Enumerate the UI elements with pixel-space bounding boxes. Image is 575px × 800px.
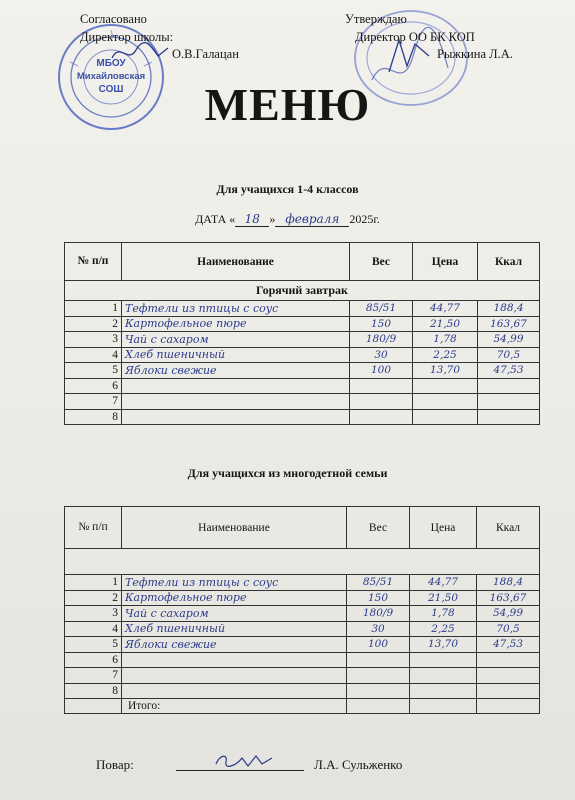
dish-name: Яблоки свежие: [122, 363, 350, 379]
row-number: 4: [65, 347, 122, 363]
row-number: 7: [65, 668, 122, 684]
table1-header-kcal: Ккал: [478, 243, 540, 281]
dish-name: [122, 668, 347, 684]
dish-weight: 150: [350, 316, 413, 332]
dish-weight: 85/51: [350, 301, 413, 317]
dish-kcal: 70,5: [477, 621, 540, 637]
cook-signature: [176, 752, 304, 770]
dish-name: [122, 409, 350, 425]
dish-price: [413, 378, 478, 394]
table2-total-label: Итого:: [122, 699, 347, 714]
dish-name: Картофельное пюре: [122, 316, 350, 332]
dish-price: 1,78: [413, 332, 478, 348]
dish-weight: 180/9: [350, 332, 413, 348]
dish-name: Яблоки свежие: [122, 637, 347, 653]
dish-kcal: 47,53: [477, 637, 540, 653]
dish-name: Тефтели из птицы с соус: [122, 301, 350, 317]
table1-row: [65, 394, 540, 410]
dish-kcal: [477, 652, 540, 668]
table2-spacer-row: [65, 549, 540, 575]
dish-price: [413, 394, 478, 410]
table1-row: [65, 301, 540, 317]
dish-price: 13,70: [413, 363, 478, 379]
row-number: 2: [65, 316, 122, 332]
table1-row: [65, 316, 540, 332]
date-month: февраля: [275, 212, 349, 227]
dish-kcal: 163,67: [477, 590, 540, 606]
dish-weight: 30: [347, 621, 410, 637]
date-prefix: ДАТА «: [195, 212, 236, 226]
dish-name: Чай с сахаром: [122, 606, 347, 622]
dish-name: [122, 683, 347, 699]
table1-row: [65, 409, 540, 425]
table2-total-row: [65, 699, 540, 714]
dish-weight: [347, 683, 410, 699]
dish-kcal: 188,4: [477, 575, 540, 591]
stamp-line-3: СОШ: [98, 84, 124, 95]
cook-name: Л.А. Сульженко: [314, 757, 403, 772]
approval-right-label: Утверждаю: [345, 12, 407, 26]
row-number: 8: [65, 683, 122, 699]
row-number: 6: [65, 378, 122, 394]
dish-price: 2,25: [410, 621, 477, 637]
stamp-line-2: Михайловская: [76, 71, 146, 82]
menu-table-2: [64, 506, 540, 714]
menu-table-1: [64, 242, 540, 425]
right-signature: [385, 36, 433, 76]
table1-header-price: Цена: [413, 243, 478, 281]
row-number: 1: [65, 575, 122, 591]
left-signature: [110, 40, 170, 66]
table2-row: [65, 637, 540, 653]
row-number: 4: [65, 621, 122, 637]
dish-weight: [350, 378, 413, 394]
dish-price: 21,50: [410, 590, 477, 606]
dish-name: Хлеб пшеничный: [122, 347, 350, 363]
dish-price: 2,25: [413, 347, 478, 363]
date-line: [0, 212, 575, 227]
dish-kcal: 70,5: [478, 347, 540, 363]
approval-left-label: Согласовано: [80, 12, 147, 26]
dish-price: 21,50: [413, 316, 478, 332]
row-number: 5: [65, 363, 122, 379]
table2-row: [65, 575, 540, 591]
table1-row: [65, 347, 540, 363]
dish-name: [122, 378, 350, 394]
date-suffix: 2025г.: [349, 212, 380, 226]
dish-weight: 85/51: [347, 575, 410, 591]
table1-row: [65, 378, 540, 394]
table1-header-num: № п/п: [65, 243, 122, 281]
table2-row: [65, 652, 540, 668]
dish-price: 44,77: [410, 575, 477, 591]
table2-header-num: № п/п: [65, 507, 122, 549]
approval-right-name: Рыжкина Л.А.: [437, 47, 513, 61]
dish-kcal: [478, 378, 540, 394]
dish-name: Тефтели из птицы с соус: [122, 575, 347, 591]
dish-weight: 180/9: [347, 606, 410, 622]
approval-left-role: Директор школы:: [80, 30, 174, 44]
dish-price: 44,77: [413, 301, 478, 317]
dish-kcal: [477, 683, 540, 699]
dish-kcal: 163,67: [478, 316, 540, 332]
dish-price: [410, 652, 477, 668]
dish-name: Хлеб пшеничный: [122, 621, 347, 637]
cook-signature-line: [176, 752, 304, 771]
approval-left-name: О.В.Галацан: [172, 47, 239, 61]
dish-price: [413, 409, 478, 425]
dish-weight: [347, 668, 410, 684]
dish-price: 13,70: [410, 637, 477, 653]
table1-row: [65, 332, 540, 348]
dish-price: 1,78: [410, 606, 477, 622]
dish-price: [410, 668, 477, 684]
dish-name: Чай с сахаром: [122, 332, 350, 348]
table2-row: [65, 621, 540, 637]
row-number: 3: [65, 332, 122, 348]
dish-weight: 30: [350, 347, 413, 363]
table2-row: [65, 590, 540, 606]
row-number: 5: [65, 637, 122, 653]
section2-subtitle: Для учащихся из многодетной семьи: [187, 466, 388, 480]
table1-group-label: Горячий завтрак: [65, 281, 540, 301]
dish-kcal: [478, 409, 540, 425]
date-mid: »: [269, 212, 276, 226]
row-number: 1: [65, 301, 122, 317]
dish-name: [122, 394, 350, 410]
dish-weight: 100: [347, 637, 410, 653]
stamp-line-1: МБОУ: [96, 58, 126, 69]
dish-price: [410, 683, 477, 699]
table2-row: [65, 668, 540, 684]
approval-right-role: Директор ОО БК КОП: [355, 30, 475, 44]
dish-name: Картофельное пюре: [122, 590, 347, 606]
table1-header-weight: Вес: [350, 243, 413, 281]
page-title: МЕНЮ: [204, 79, 371, 130]
table2-header-weight: Вес: [347, 507, 410, 549]
dish-name: [122, 652, 347, 668]
row-number: 6: [65, 652, 122, 668]
dish-kcal: [477, 668, 540, 684]
row-number: 3: [65, 606, 122, 622]
table2-row: [65, 683, 540, 699]
dish-kcal: [478, 394, 540, 410]
row-number: 8: [65, 409, 122, 425]
date-day: 18: [235, 212, 269, 227]
table2-header-price: Цена: [410, 507, 477, 549]
dish-kcal: 54,99: [477, 606, 540, 622]
table1-header-name: Наименование: [122, 243, 350, 281]
dish-weight: [347, 652, 410, 668]
table1-row: [65, 363, 540, 379]
dish-kcal: 54,99: [478, 332, 540, 348]
dish-weight: 150: [347, 590, 410, 606]
table2-header-row: [65, 507, 540, 549]
table2-row: [65, 606, 540, 622]
dish-kcal: 188,4: [478, 301, 540, 317]
table1-group-row: [65, 281, 540, 301]
section1-subtitle: Для учащихся 1-4 классов: [216, 182, 359, 196]
dish-weight: [350, 409, 413, 425]
cook-label: Повар:: [96, 757, 134, 772]
dish-kcal: 47,53: [478, 363, 540, 379]
table1-header-row: [65, 243, 540, 281]
dish-weight: 100: [350, 363, 413, 379]
table2-header-name: Наименование: [122, 507, 347, 549]
row-number: 2: [65, 590, 122, 606]
row-number: 7: [65, 394, 122, 410]
table2-header-kcal: Ккал: [477, 507, 540, 549]
dish-weight: [350, 394, 413, 410]
